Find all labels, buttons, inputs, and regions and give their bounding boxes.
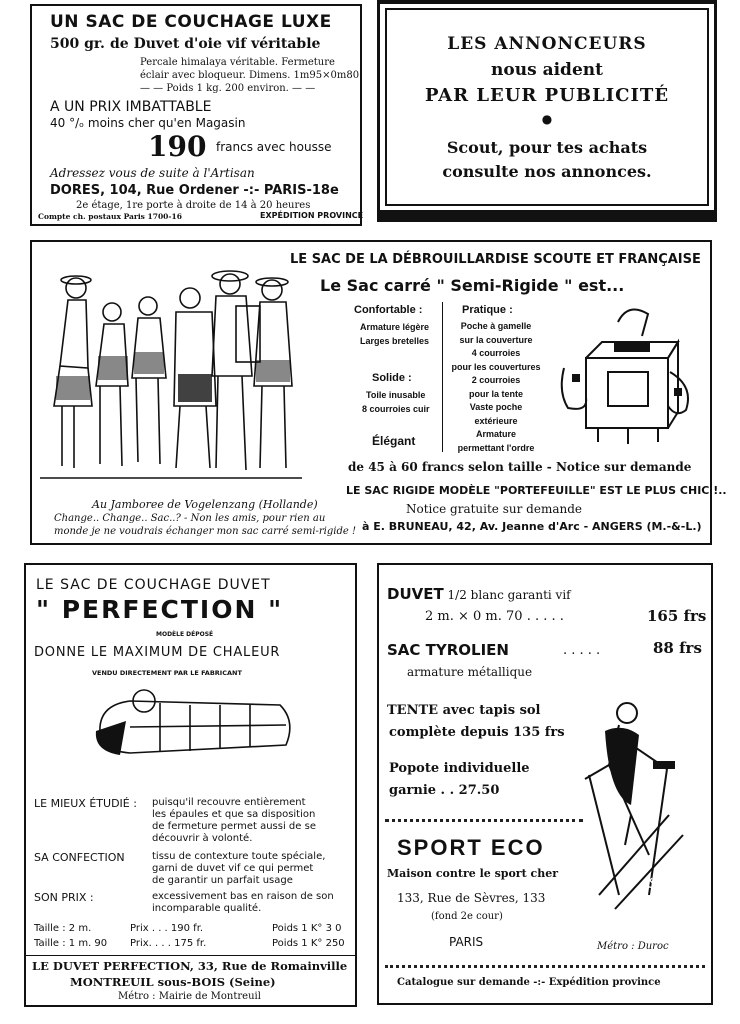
ad4-size1: Taille : 2 m. <box>34 923 92 934</box>
ad1-account: Compte ch. postaux Paris 1700-16 <box>38 212 182 221</box>
ad3-comfort-l1: Armature légère <box>360 322 430 332</box>
ad4-head: LE SAC DE COUCHAGE DUVET <box>36 577 271 593</box>
ad3-subtitle: Le Sac carré " Semi-Rigide " est... <box>320 276 625 295</box>
ad3-caption1: Au Jamboree de Vogelenzang (Hollande) <box>92 498 318 511</box>
ad1-address-intro: Adressez vous de suite à l'Artisan <box>50 166 255 180</box>
ad5-tente2: complète depuis 135 frs <box>389 725 565 740</box>
ad2-bullet: ● <box>541 112 553 126</box>
ad5-armature: armature métallique <box>407 665 533 679</box>
ad4-row-text: incomparable qualité. <box>152 903 262 914</box>
ad3-price-text: de 45 à 60 francs selon taille - Notice sur demande <box>348 460 692 474</box>
sleeping-bag-illustration <box>90 681 300 761</box>
ad1-price-suffix: francs avec housse <box>216 140 332 154</box>
ad4-poids1: Poids 1 K° 3 0 <box>272 923 342 934</box>
ad5-metro: Métro : Duroc <box>597 941 669 952</box>
skier-illustration <box>579 695 699 935</box>
ad5-tyrolien-price: 88 frs <box>653 639 702 657</box>
ad3-title: LE SAC DE LA DÉBROUILLARDISE SCOUTE ET FRANÇAISE <box>290 252 701 267</box>
ad5-court: (fond 2e cour) <box>431 911 503 922</box>
ad3-practical-item: extérieure <box>474 415 518 426</box>
ad5-popote: Popote individuelle <box>389 761 530 776</box>
ad3-solid-head: Solide : <box>372 372 412 384</box>
ad5-duvet-size: 2 m. × 0 m. 70 . . . . . <box>425 609 564 624</box>
ad4-row-text: de fermeture permet aussi de se <box>152 821 316 832</box>
backpack-illustration <box>558 302 698 452</box>
ad2-line5: consulte nos annonces. <box>442 162 652 181</box>
ad3-solid-l1: Toile inusable <box>366 390 426 400</box>
ad4-prix1: Prix . . . 190 fr. <box>130 923 204 934</box>
ski-label: SPORT-ECO <box>625 860 677 909</box>
ad3-practical-item: 4 courroies <box>471 348 521 358</box>
ad3-elegant-head: Élégant <box>372 434 416 448</box>
ad1-spec1: Percale himalaya véritable. Fermeture <box>140 57 335 68</box>
ad1-shop: DORES, 104, Rue Ordener -:- PARIS-18e <box>50 183 339 198</box>
ad3-practical-list <box>446 320 546 455</box>
ad3-caption2: Change.. Change.. Sac..? - Non les amis, pour rien au <box>54 513 326 524</box>
ad2-line1: LES ANNONCEURS <box>447 34 647 54</box>
ad1-discount: 40 °/ₒ moins cher qu'en Magasin <box>50 116 246 130</box>
ad3-practical-item: permettant l'ordre <box>457 442 535 453</box>
ad4-row-text: découvrir à volonté. <box>152 833 253 844</box>
ad5-shop-desc: Maison contre le sport cher <box>387 867 558 880</box>
ad5-city: PARIS <box>449 935 484 949</box>
scouts-illustration <box>40 256 302 486</box>
ad-sport-eco <box>377 563 713 1005</box>
ad5-tyrolien-dots: . . . . . <box>563 643 601 658</box>
ad4-row-text: garni de duvet vif ce qui permet <box>152 863 314 874</box>
ad3-practical-item: pour les couvertures <box>451 361 541 372</box>
ad5-duvet-line <box>387 585 571 603</box>
ad3-practical-item: 2 courroies <box>471 375 521 385</box>
ad4-sold: VENDU DIRECTEMENT PAR LE FABRICANT <box>92 669 242 677</box>
ad1-spec3: — — Poids 1 kg. 200 environ. — — <box>140 83 316 94</box>
ad5-duvet-price: 165 frs <box>647 607 707 625</box>
ad3-price-line <box>348 460 691 474</box>
ad3-notice: Notice gratuite sur demande <box>406 502 582 516</box>
ad4-brand: " PERFECTION " <box>36 595 284 624</box>
ad5-duvet-desc: 1/2 blanc garanti vif <box>447 588 571 602</box>
ad-semi-rigid-bag <box>30 240 727 545</box>
ad4-metro: Métro : Mairie de Montreuil <box>118 991 261 1002</box>
ad4-row-text: tissu de contexture toute spéciale, <box>152 851 326 862</box>
ad4-row-text: excessivement bas en raison de son <box>152 891 334 902</box>
ad5-tente: TENTE avec tapis sol <box>387 703 541 718</box>
ad4-row-text: les épaules et que sa disposition <box>152 809 316 820</box>
ad3-comfort-head: Confortable : <box>354 304 423 316</box>
ad2-line4: Scout, pour tes achats <box>446 138 648 157</box>
ad3-practical-item: sur la couverture <box>459 334 533 345</box>
ad1-weight: 500 gr. <box>50 36 105 52</box>
ad5-duvet: DUVET <box>387 585 444 603</box>
ad3-practical-item: Vaste poche <box>469 402 523 412</box>
ad-perfection-bag <box>24 563 357 1007</box>
ad4-claim: DONNE LE MAXIMUM DE CHALEUR <box>34 645 281 660</box>
ad4-row-text: de garantir un parfait usage <box>152 875 293 886</box>
ad4-size2: Taille : 1 m. 90 <box>34 938 108 949</box>
ad3-comfort-l2: Larges bretelles <box>360 336 430 346</box>
ad4-row-label: SON PRIX : <box>34 891 94 904</box>
ad3-caption3: monde je ne voudrais échanger mon sac carré semi-rigide ! <box>54 526 356 537</box>
ad3-practical-item: pour la tente <box>468 388 523 399</box>
ad3-address: à E. BRUNEAU, 42, Av. Jeanne d'Arc - ANGERS (M.-&-L.) <box>362 520 702 533</box>
ad4-maker: LE DUVET PERFECTION, 33, Rue de Romainville <box>32 959 348 973</box>
ad4-prix2: Prix. . . . 175 fr. <box>130 938 207 949</box>
ad1-duvet: de Duvet d'oie vif véritable <box>110 36 321 52</box>
ad4-poids2: Poids 1 K° 250 <box>272 938 345 949</box>
ad3-practical-item: Poche à gamelle <box>460 321 532 331</box>
ad1-floor: 2e étage, 1re porte à droite de 14 à 20 heures <box>76 200 311 211</box>
ad1-shipping: EXPÉDITION PROVINCE <box>260 211 364 220</box>
ad1-title: UN SAC DE COUCHAGE LUXE <box>50 12 332 32</box>
ad2-line3: PAR LEUR PUBLICITÉ <box>424 85 670 106</box>
ad5-catalogue: Catalogue sur demande -:- Expédition province <box>397 977 661 988</box>
ad5-popote2: garnie . . 27.50 <box>389 783 500 798</box>
ad1-price-head: A UN PRIX IMBATTABLE <box>50 99 212 115</box>
ad-announcers-frame <box>377 0 717 222</box>
ad4-row-label: SA CONFECTION <box>34 851 125 864</box>
ad5-tyrolien: SAC TYROLIEN <box>387 641 509 659</box>
ad4-registered: MODÈLE DÉPOSÉ <box>156 631 214 638</box>
ad4-row-label: LE MIEUX ÉTUDIÉ : <box>34 797 137 810</box>
ad4-row-text: puisqu'il recouvre entièrement <box>152 797 306 808</box>
ad3-model-line: LE SAC RIGIDE MODÈLE "PORTEFEUILLE" EST LE PLUS CHIC !.. <box>346 484 727 497</box>
ad3-practical-head: Pratique : <box>462 304 513 316</box>
ad3-practical-item: Armature <box>475 429 516 439</box>
ad3-solid-l2: 8 courroies cuir <box>362 404 430 414</box>
ad4-city: MONTREUIL sous-BOIS (Seine) <box>70 975 276 989</box>
ad1-price: 190 <box>148 130 207 163</box>
ad-sleeping-bag-luxe <box>30 4 362 226</box>
ad1-spec2: éclair avec bloqueur. Dimens. 1m95×0m80. <box>140 70 363 81</box>
ad5-address: 133, Rue de Sèvres, 133 <box>397 891 546 905</box>
ad2-line2: nous aident <box>491 60 603 80</box>
ad5-shop: SPORT ECO <box>397 835 545 860</box>
